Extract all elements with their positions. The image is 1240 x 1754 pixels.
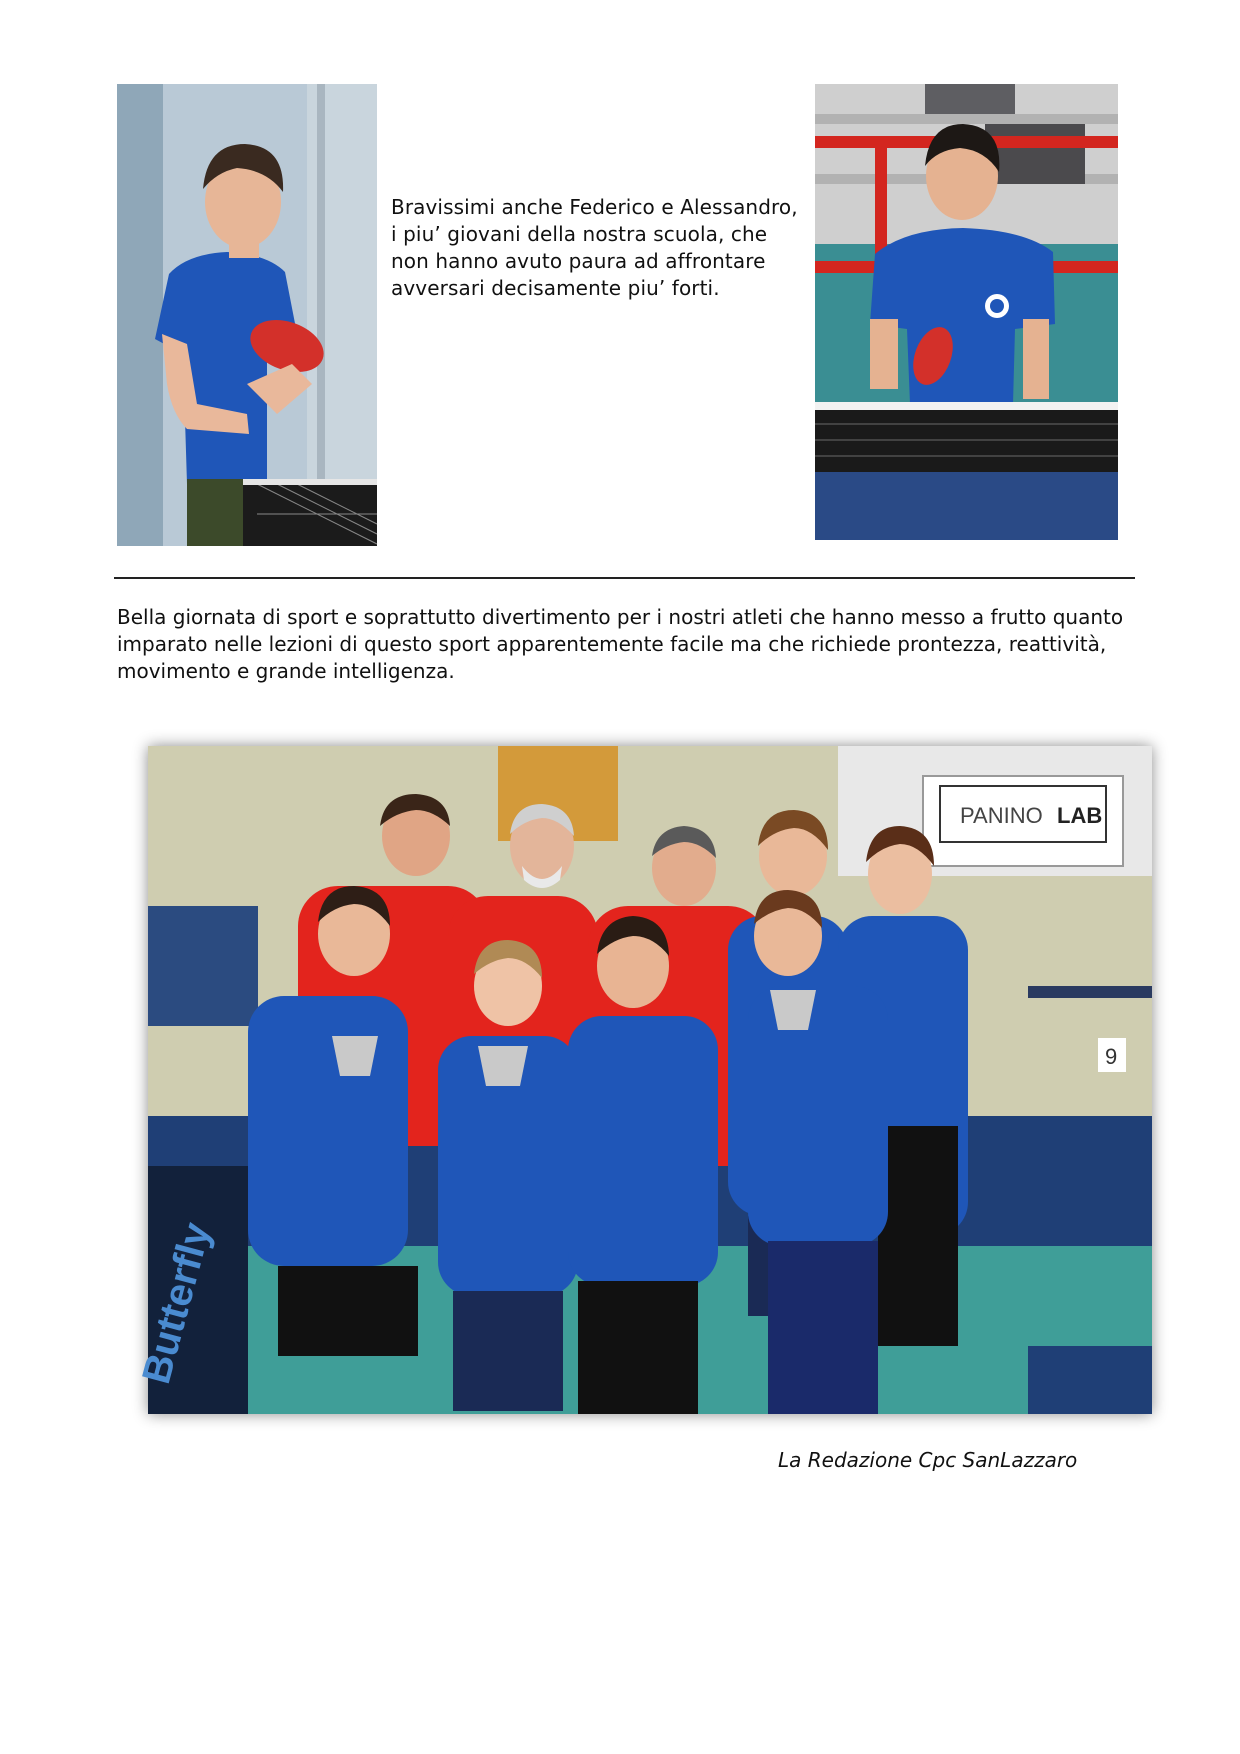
signature: La Redazione Cpc SanLazzaro — [778, 1448, 1078, 1472]
banner-text-lab: LAB — [1057, 803, 1103, 828]
paragraph-line: imparato nelle lezioni di questo sport apparentemente facile ma che richiede prontezza, reattività, — [117, 632, 1107, 656]
caption-young-players — [391, 194, 811, 302]
caption-line: avversari decisamente piu’ forti. — [391, 276, 720, 300]
floor-brand-text: Butterfly — [134, 1218, 220, 1389]
paragraph-line: movimento e grande intelligenza. — [117, 659, 455, 683]
photo-boy-with-paddle — [117, 84, 377, 546]
section-divider — [114, 577, 1135, 579]
caption-line: Bravissimi anche Federico e Alessandro, — [391, 195, 798, 219]
photo-boy-at-table — [815, 84, 1118, 540]
caption-line: i piu’ giovani della nostra scuola, che — [391, 222, 768, 246]
caption-line: non hanno avuto paura ad affrontare — [391, 249, 766, 273]
table-number: 9 — [1105, 1044, 1118, 1069]
banner-text-panino: PANINO — [960, 803, 1043, 828]
photo-team-group — [134, 746, 1152, 1414]
body-paragraph — [117, 604, 1147, 685]
barrier-butterfly — [134, 1166, 248, 1414]
paragraph-line: Bella giornata di sport e soprattutto divertimento per i nostri atleti che hanno messo a frutto quanto — [117, 605, 1124, 629]
sponsor-banner — [923, 776, 1123, 866]
